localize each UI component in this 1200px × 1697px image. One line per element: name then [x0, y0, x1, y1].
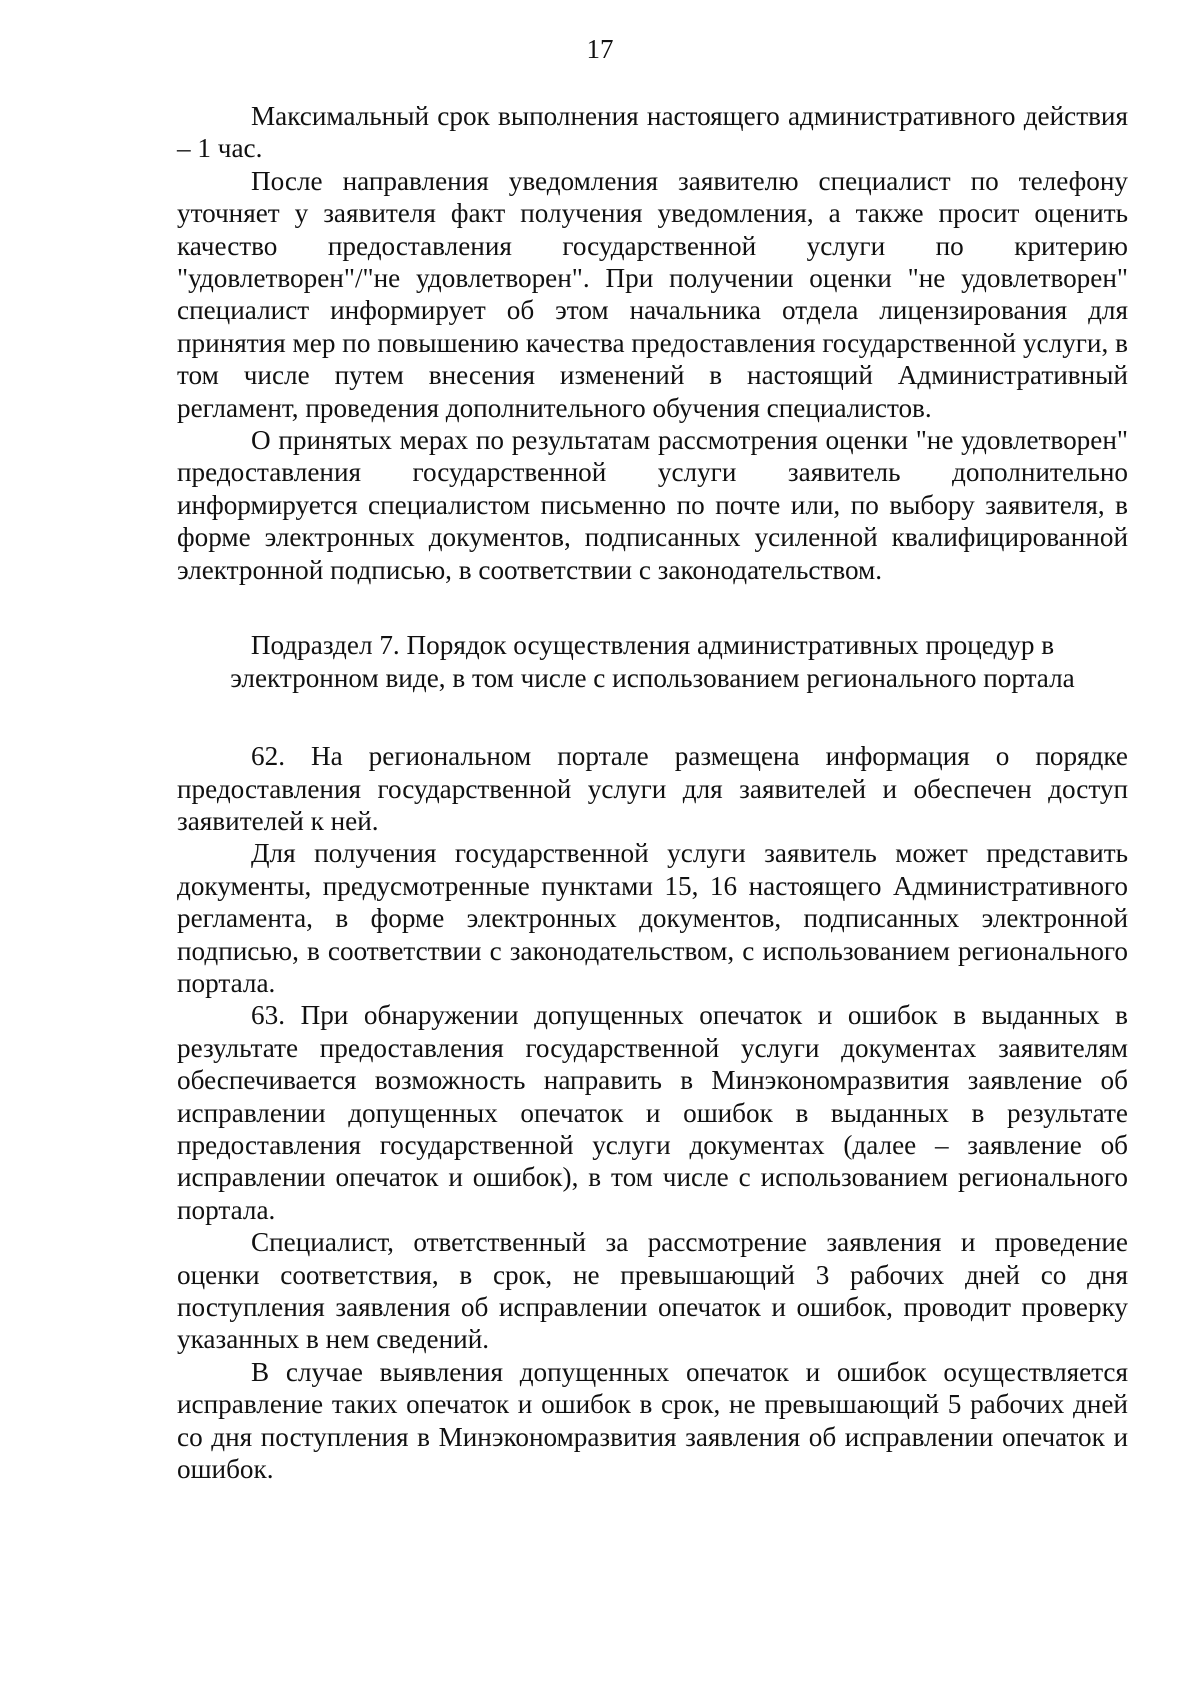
paragraph-measures-taken: О принятых мерах по результатам рассмотрения оценки "не удовлетворен" предоставления государственной услуги заявитель дополнительно информируется специалистом письменно по почте или, по выбору заявителя, в форме электронных документов, подписанных усиленной квалифицированной электронной подписью, в соответствии с законодательством. — [177, 425, 1128, 585]
section-heading-line-2: электронном виде, в том числе с использованием регионального портала — [230, 663, 1075, 694]
section-heading-line-1: Подраздел 7. Порядок осуществления административных процедур в — [250, 630, 1055, 661]
paragraph-verification: Специалист, ответственный за рассмотрение заявления и проведение оценки соответствия, в срок, не превышающий 3 рабочих дней со дня поступления заявления об исправлении опечаток и ошибок, проводит проверку указанных в нем сведений. — [177, 1227, 1128, 1355]
document-body — [177, 100, 1128, 1485]
section-heading — [177, 629, 1128, 695]
paragraph-max-duration: Максимальный срок выполнения настоящего административного действия – 1 час. — [177, 101, 1128, 164]
page-number: 17 — [586, 34, 614, 64]
paragraph-63: 63. При обнаружении допущенных опечаток и ошибок в выданных в результате предоставления государственной услуги документах заявителям обеспечивается возможность направить в Минэкономразвития заявление об исправлении допущенных опечаток и ошибок в выданных в результате предоставления государственной услуги документах (далее – заявление об исправлении опечаток и ошибок), в том числе с использованием регионального портала. — [177, 1000, 1128, 1225]
paragraph-notification-followup: После направления уведомления заявителю специалист по телефону уточняет у заявителя факт получения уведомления, а также просит оценить качество предоставления государственной услуги по критерию "удовлетворен"/"не удовлетворен". При получении оценки "не удовлетворен" специалист информирует об этом начальника отдела лицензирования для принятия мер по повышению качества предоставления государственной услуги, в том числе путем внесения изменений в настоящий Административный регламент, проведения дополнительного обучения специалистов. — [177, 165, 1128, 423]
paragraph-electronic-documents: Для получения государственной услуги заявитель может представить документы, предусмотренные пунктами 15, 16 настоящего Административного регламента, в форме электронных документов, подписанных электронной подписью, в соответствии с законодательством, с использованием регионального портала. — [177, 838, 1128, 998]
paragraph-correction: В случае выявления допущенных опечаток и ошибок осуществляется исправление таких опечаток и ошибок в срок, не превышающий 5 рабочих дней со дня поступления в Минэкономразвития заявления об исправлении опечаток и ошибок. — [177, 1356, 1128, 1485]
paragraph-62: 62. На региональном портале размещена информация о порядке предоставления государственной услуги для заявителей и обеспечен доступ заявителей к ней. — [177, 741, 1128, 836]
